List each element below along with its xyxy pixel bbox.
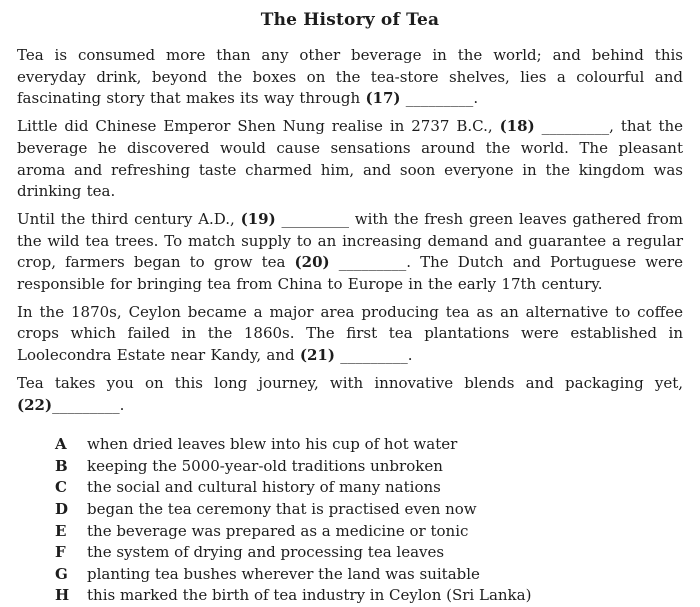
option-letter: A bbox=[55, 435, 67, 454]
answer-option bbox=[55, 585, 683, 607]
answer-blank: _________ bbox=[534, 117, 610, 136]
passage-text: Little did Chinese Emperor Shen Nung realise in 2737 B.C., bbox=[17, 117, 500, 136]
answer-blank: _________ bbox=[334, 346, 408, 365]
passage-text: . The Dutch and Portuguese were responsible for bringing tea from China to Europe in the early 17th century. bbox=[17, 253, 683, 294]
passage-paragraph bbox=[17, 116, 683, 203]
passage-text: , that the beverage he discovered would cause sensations around the world. The pleasant aroma and refreshing taste charmed him, and soon everyone in the kingdom was drinking tea. bbox=[17, 117, 684, 201]
option-text: the system of drying and processing tea leaves bbox=[87, 543, 445, 562]
passage-text: . bbox=[407, 346, 413, 365]
option-letter: E bbox=[55, 521, 67, 540]
gap-number: (18) bbox=[499, 117, 535, 136]
gap-number: (19) bbox=[240, 209, 276, 228]
page-title: The History of Tea bbox=[260, 10, 440, 30]
option-text: the beverage was prepared as a medicine or tonic bbox=[87, 521, 469, 540]
passage-text: . bbox=[119, 395, 125, 414]
option-text: when dried leaves blew into his cup of hot water bbox=[87, 435, 458, 454]
gap-number: (17) bbox=[365, 89, 401, 108]
answer-option bbox=[55, 542, 683, 564]
option-letter: C bbox=[55, 478, 67, 497]
passage-text: . bbox=[473, 89, 479, 108]
option-letter: G bbox=[55, 564, 68, 583]
answer-blank: _________ bbox=[275, 209, 349, 228]
passage-paragraph bbox=[17, 45, 683, 110]
option-text: keeping the 5000-year-old traditions unbroken bbox=[87, 456, 443, 475]
option-letter: B bbox=[55, 456, 68, 475]
passage-paragraph bbox=[17, 373, 683, 416]
passage-text: In the 1870s, Ceylon became a major area producing tea as an alternative to coffee crops which failed in the 1860s. The first tea plantations were established in Loolecondra Estate near Kandy, and bbox=[17, 302, 683, 365]
passage-line: Tea takes you on this long journey, with innovative blends and packaging yet, bbox=[17, 373, 683, 392]
passage-paragraph bbox=[17, 209, 683, 296]
option-text: this marked the birth of tea industry in Ceylon (Sri Lanka) bbox=[87, 586, 532, 605]
answer-option bbox=[55, 434, 683, 456]
passage-text: with the fresh green leaves gathered from the wild tea trees. To match supply to an increasing demand and guarantee a regular crop, farmers began to grow tea bbox=[17, 209, 683, 272]
answer-blank: _________ bbox=[52, 395, 120, 414]
answer-options-list bbox=[55, 434, 683, 607]
gap-number: (20) bbox=[294, 253, 330, 272]
answer-option bbox=[55, 564, 683, 586]
answer-option bbox=[55, 499, 683, 521]
gap-number: (22) bbox=[17, 395, 53, 414]
answer-option bbox=[55, 456, 683, 478]
option-text: began the tea ceremony that is practised even now bbox=[87, 500, 477, 519]
answer-option bbox=[55, 477, 683, 499]
option-letter: F bbox=[55, 543, 66, 562]
passage-text: Until the third century A.D., bbox=[17, 209, 241, 228]
option-letter: H bbox=[55, 586, 70, 605]
gap-number: (21) bbox=[299, 346, 335, 365]
option-text: planting tea bushes wherever the land was suitable bbox=[87, 564, 480, 583]
option-text: the social and cultural history of many nations bbox=[87, 478, 441, 497]
passage-paragraphs bbox=[17, 45, 683, 416]
answer-blank: _________ bbox=[329, 253, 407, 272]
passage-paragraph bbox=[17, 302, 683, 367]
answer-option bbox=[55, 521, 683, 543]
answer-blank: _________ bbox=[400, 89, 474, 108]
option-letter: D bbox=[55, 500, 69, 519]
passage-text: Tea is consumed more than any other beverage in the world; and behind this everyday drink, beyond the boxes on the tea-store shelves, lies a colourful and fascinating story that makes its way through bbox=[17, 46, 683, 108]
